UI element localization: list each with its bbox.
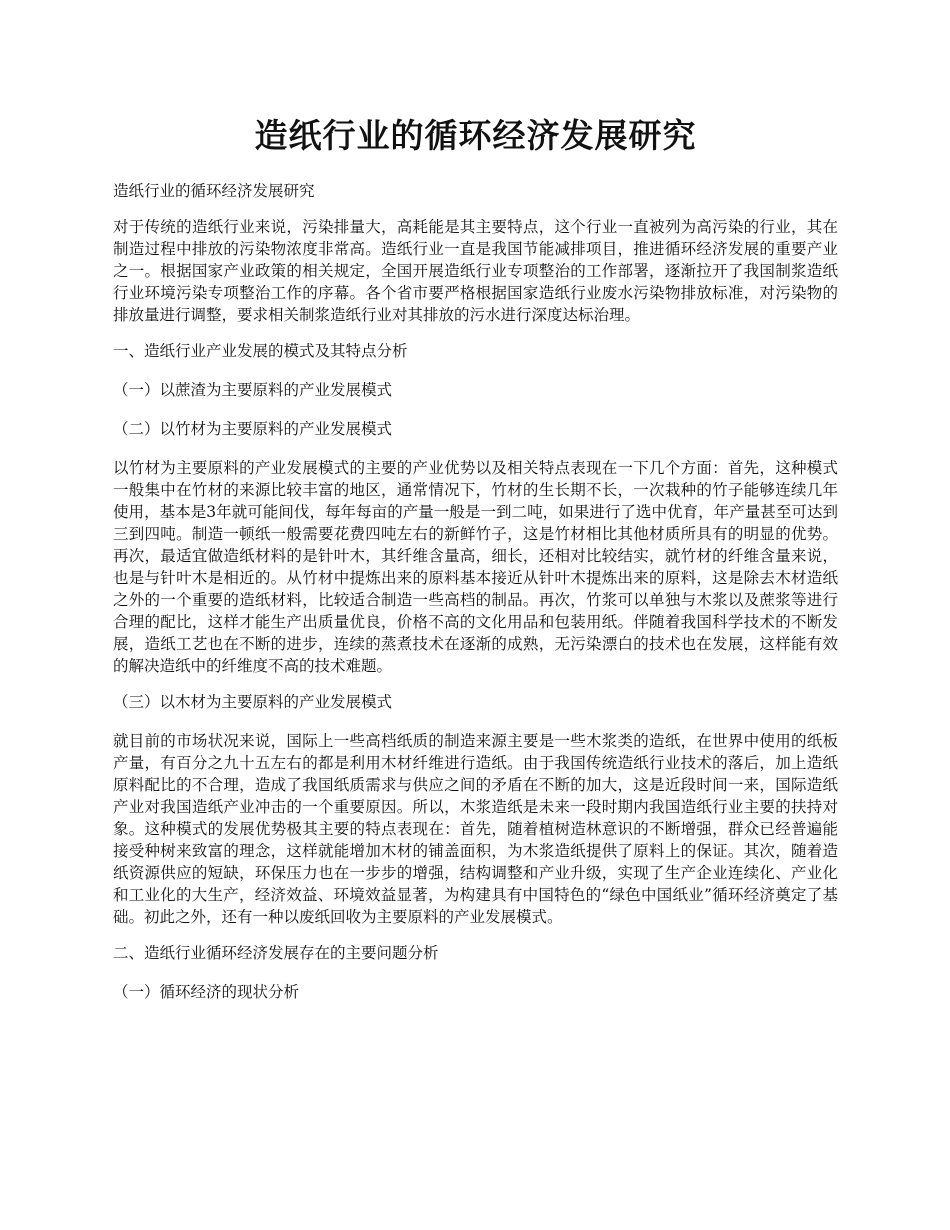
subsection-heading-2-1: （一）循环经济的现状分析 (113, 983, 300, 1001)
subsection-heading-1-3: （三）以木材为主要原料的产业发展模式 (113, 693, 393, 711)
section-heading-2: 二、造纸行业循环经济发展存在的主要问题分析 (113, 944, 439, 962)
bamboo-paragraph: 以竹材为主要原料的产业发展模式的主要的产业优势以及相关特点表现在一下几个方面：首先，这种模式一般集中在竹材的来源比较丰富的地区，通常情况下，竹材的生长期不长，一次栽种的竹子能够连续几年使用，基本是3年就可能间伐，每年每亩的产量一般是一到二吨，如果进行了选中优育，年产量甚至可达到三到四吨。制造一顿纸一般需要花费四吨左右的新鲜竹子，这是竹材相比其他材质所具有的明显的优势。再次，最适宜做造纸材料的是针叶木，其纤维含量高，细长，还相对比较结实，就竹材的纤维含量来说，也是与针叶木是相近的。从竹材中提炼出来的原料基本接近从针叶木提炼出来的原料，这是除去木材造纸之外的一个重要的造纸材料，比较适合制造一些高档的制品。再次，竹浆可以单独与木浆以及蔗浆等进行合理的配比，这样才能生产出质量优良，价格不高的文化用品和包装用纸。伴随着我国科学技术的不断发展，造纸工艺也在不断的进步，连续的蒸煮技术在逐渐的成熟，无污染漂白的技术也在发展，这样能有效的解决造纸中的纤维度不高的技术难题。 (113, 459, 838, 675)
subtitle-line: 造纸行业的循环经济发展研究 (113, 182, 315, 200)
wood-paragraph: 就目前的市场状况来说，国际上一些高档纸质的制造来源主要是一些木浆类的造纸，在世界中使用的纸板产量，有百分之九十五左右的都是利用木材纤维进行造纸。由于我国传统造纸行业技术的落后，加上造纸原料配比的不合理，造成了我国纸质需求与供应之间的矛盾在不断的加大，这是近段时间一来，国际造纸产业对我国造纸产业冲击的一个重要原因。所以，木浆造纸是未来一段时期内我国造纸行业主要的扶持对象。这种模式的发展优势极其主要的特点表现在：首先，随着植树造林意识的不断增强，群众已经普遍能接受种树来致富的理念，这样就能增加木材的铺盖面积，为木浆造纸提供了原料上的保证。其次，随着造纸资源供应的短缺，环保压力也在一步步的增强，结构调整和产业升级，实现了生产企业连续化、产业化和工业化的大生产，经济效益、环境效益显著，为构建具有中国特色的“绿色中国纸业”循环经济奠定了基础。初此之外，还有一种以废纸回收为主要原料的产业发展模式。 (113, 732, 838, 926)
document-title: 造纸行业的循环经济发展研究 (254, 116, 697, 155)
subsection-heading-1-2: （二）以竹材为主要原料的产业发展模式 (113, 420, 393, 438)
intro-paragraph: 对于传统的造纸行业来说，污染排量大，高耗能是其主要特点，这个行业一直被列为高污染的行业，其在制造过程中排放的污染物浓度非常高。造纸行业一直是我国节能减排项目，推进循环经济发展的重要产业之一。根据国家产业政策的相关规定，全国开展造纸行业专项整治的工作部署，逐渐拉开了我国制浆造纸行业环境污染专项整治工作的序幕。各个省市要严格根据国家造纸行业废水污染物排放标准，对污染物的排放量进行调整，要求相关制浆造纸行业对其排放的污水进行深度达标治理。 (113, 218, 838, 324)
subsection-heading-1-1: （一）以蔗渣为主要原料的产业发展模式 (113, 381, 393, 399)
section-heading-1: 一、造纸行业产业发展的模式及其特点分析 (113, 342, 408, 360)
